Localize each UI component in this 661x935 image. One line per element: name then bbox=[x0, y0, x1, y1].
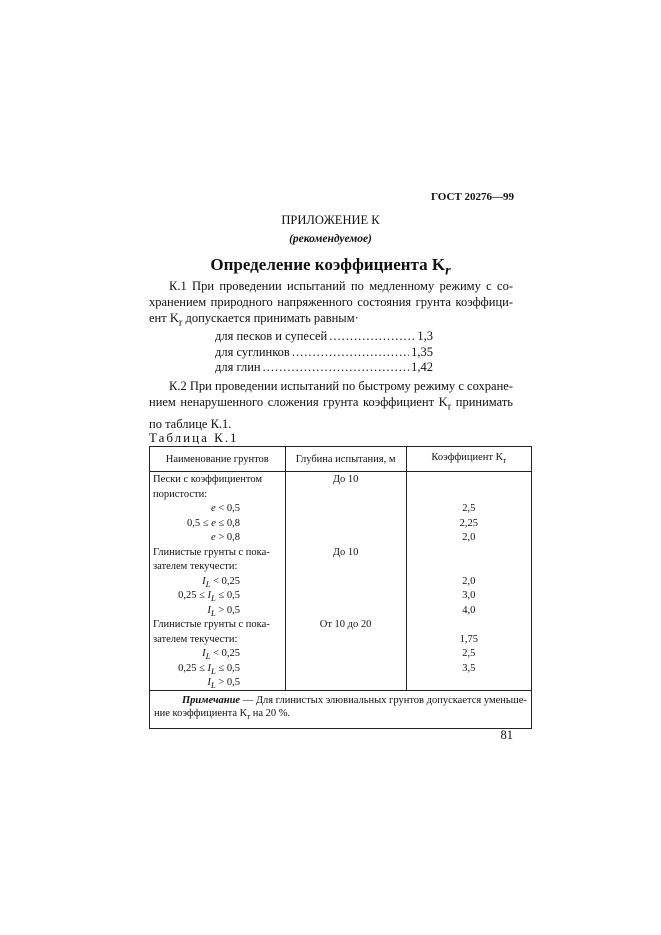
soil-row-label: $I_L < 0,25$ bbox=[202, 575, 240, 589]
column-coefficient bbox=[406, 472, 531, 691]
coefficient-cell: 2,5 bbox=[462, 648, 476, 659]
coefficient-cell: 3,0 bbox=[462, 590, 476, 601]
k1-value-row bbox=[215, 345, 433, 361]
header-coefficient: Коэффициент $K_r$ bbox=[406, 447, 531, 472]
coefficient-cell bbox=[407, 559, 531, 574]
coefficient-value: 1,35 bbox=[411, 344, 433, 359]
depth-cell: До 10 bbox=[332, 546, 359, 558]
appendix-status: (рекомендуемое) bbox=[289, 233, 372, 245]
appendix-title: Определение коэффициента $K_r$ bbox=[210, 255, 451, 279]
coefficient-cell bbox=[407, 545, 531, 560]
k1-value-row bbox=[215, 329, 433, 345]
leader-dots bbox=[263, 360, 410, 376]
soil-row-label: $I_L < 0,25$ bbox=[202, 648, 240, 662]
k1-line-1: К.1 При проведении испытаний по медленному режиму с со- bbox=[169, 279, 513, 293]
coefficient-cell: 2,0 bbox=[462, 532, 476, 543]
soil-type-label: для глин bbox=[215, 360, 261, 374]
coefficient-cell: 3,5 bbox=[462, 662, 476, 674]
soil-row-label: $I_L > 0,5$ bbox=[207, 604, 240, 618]
depth-cell: До 10 bbox=[332, 474, 359, 485]
coefficient-cell bbox=[407, 487, 531, 502]
depth-cell bbox=[286, 530, 406, 545]
column-depth bbox=[285, 472, 406, 691]
depth-cell bbox=[286, 588, 406, 603]
soil-row-label: Пески с коэффициентом bbox=[153, 474, 263, 485]
header-soil-name: Наименование грунтов bbox=[150, 447, 286, 472]
coefficient-table bbox=[149, 446, 532, 729]
leader-dots bbox=[329, 329, 415, 345]
standard-code: ГОСТ 20276—99 bbox=[431, 191, 514, 203]
depth-cell bbox=[286, 501, 406, 516]
coefficient-cell bbox=[407, 675, 531, 690]
column-soil-names bbox=[150, 472, 286, 691]
coefficient-cell: 2,0 bbox=[462, 575, 476, 587]
k2-line-3: по таблице К.1. bbox=[149, 416, 232, 431]
soil-row-label: $0,25 \le I_L \le 0,5$ bbox=[178, 590, 240, 604]
paragraph-k2 bbox=[149, 378, 513, 432]
depth-cell bbox=[286, 516, 406, 531]
table-note: Примечание — Для глинистых элювиальных грунтов допускается уменьше- ние коэффициента $K_r$ на 20 %. bbox=[150, 690, 532, 728]
k1-line-3: ент $K_r$ допускается принимать равным· bbox=[149, 311, 359, 329]
leader-dots bbox=[292, 345, 409, 361]
soil-row-label: зателем текучести: bbox=[153, 561, 238, 572]
coefficient-cell bbox=[407, 617, 531, 632]
soil-row-label: $0,25 \le I_L \le 0,5$ bbox=[178, 662, 240, 676]
depth-cell bbox=[286, 603, 406, 618]
appendix-label: ПРИЛОЖЕНИЕ К bbox=[281, 213, 380, 227]
coefficient-cell: 1,75 bbox=[459, 633, 478, 645]
depth-cell bbox=[286, 487, 406, 502]
coefficient-cell: 2,5 bbox=[462, 503, 476, 514]
depth-cell bbox=[286, 632, 406, 647]
note-label: Примечание bbox=[182, 694, 241, 706]
soil-type-label: для песков и супесей bbox=[215, 329, 328, 343]
soil-type-label: для суглинков bbox=[215, 344, 290, 359]
soil-row-label: Глинистые грунты с пока- bbox=[153, 546, 270, 558]
depth-cell bbox=[286, 675, 406, 690]
soil-row-label: 0,5 ≤ e ≤ 0,8 bbox=[187, 517, 240, 529]
coefficient-cell: 4,0 bbox=[462, 604, 476, 616]
soil-row-label: зателем текучести: bbox=[153, 633, 238, 645]
coefficient-value: 1,3 bbox=[417, 329, 433, 343]
table-caption: Таблица К.1 bbox=[149, 430, 239, 445]
k1-line-2: хранением природного напряженного состояния грунта коэффици- bbox=[149, 295, 513, 309]
coefficient-cell: 2,25 bbox=[459, 517, 478, 529]
k1-values-list bbox=[215, 329, 433, 376]
soil-row-label: $I_L > 0,5$ bbox=[207, 677, 240, 691]
depth-cell: От 10 до 20 bbox=[319, 619, 372, 630]
coefficient-value: 1,42 bbox=[411, 360, 433, 374]
paragraph-k1 bbox=[149, 278, 513, 332]
coefficient-cell bbox=[407, 472, 531, 487]
soil-row-label: e > 0,8 bbox=[211, 532, 240, 543]
soil-row-label: Глинистые грунты с пока- bbox=[153, 619, 270, 630]
header-depth: Глубина испытания, м bbox=[285, 447, 406, 472]
k2-line-2: нием ненарушенного сложения грунта коэффициент $K_r$ принимать bbox=[149, 395, 513, 413]
soil-row-label: пористости: bbox=[153, 488, 208, 500]
depth-cell bbox=[286, 646, 406, 661]
k1-value-row bbox=[215, 360, 433, 376]
depth-cell bbox=[286, 661, 406, 676]
depth-cell bbox=[286, 574, 406, 589]
soil-row-label: e < 0,5 bbox=[211, 503, 240, 514]
page-number: 81 bbox=[500, 728, 513, 742]
k2-line-1: К.2 При проведении испытаний по быстрому режиму с сохране- bbox=[169, 379, 513, 393]
depth-cell bbox=[286, 559, 406, 574]
